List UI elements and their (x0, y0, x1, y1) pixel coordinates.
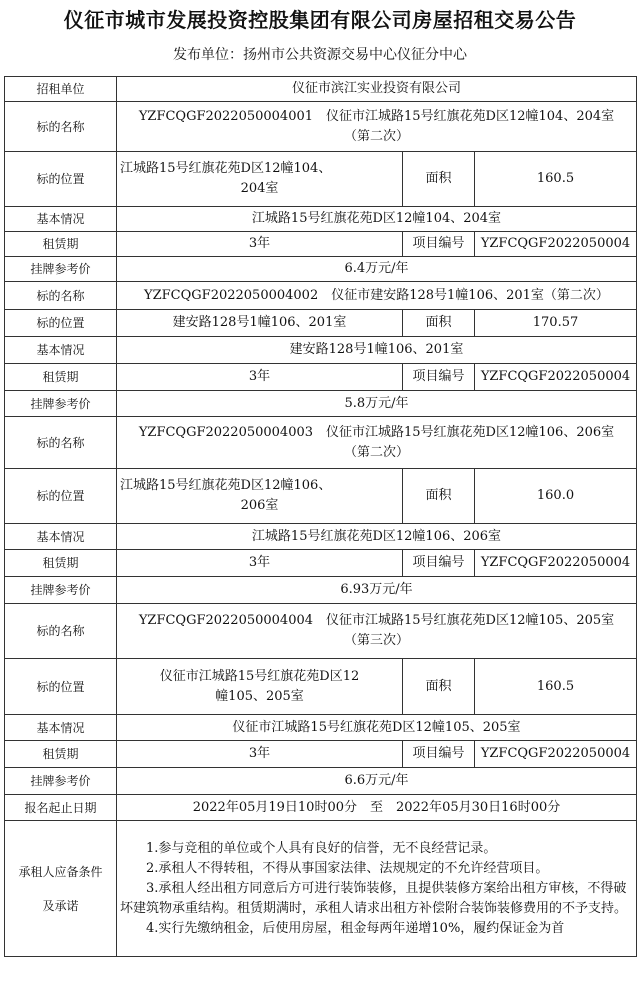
condition-item: 4.实行先缴纳租金，后使用房屋，租金每两年递增10%，履约保证金为首 (146, 920, 565, 936)
condition-item: 1.参与竞租的单位或个人具有良好的信誉，无不良经营记录。 (146, 840, 497, 856)
item1-area-value: 160.5 (475, 152, 637, 207)
item4-name-line2: （第三次） (343, 633, 409, 648)
item1-project-value: YZFCQGF2022050004 (475, 232, 637, 257)
item1-location-row (5, 152, 637, 207)
item1-name-row (5, 102, 637, 152)
condition-item: 2.承租人不得转租，不得从事国家法律、法规规定的不允许经营项目。 (146, 860, 549, 876)
item2-location-value: 建安路128号1幢106、201室 (117, 310, 403, 337)
item4-location-row (5, 659, 637, 715)
lessor-value: 仪征市滨江实业投资有限公司 (117, 77, 637, 102)
item2-project-value: YZFCQGF2022050004 (475, 364, 637, 391)
item1-lease-row (5, 232, 637, 257)
item1-basic-label: 基本情况 (5, 207, 117, 232)
item1-basic-row (5, 207, 637, 232)
item2-price-value: 5.8万元/年 (117, 391, 637, 417)
item4-lease-row (5, 741, 637, 768)
item4-name-line1: YZFCQGF2022050004004 仪征市江城路15号红旗花苑D区12幢105、205室 (138, 613, 615, 628)
item3-area-value: 160.0 (475, 469, 637, 524)
dates-row (5, 795, 637, 821)
item3-name-value (117, 417, 637, 469)
item3-price-value: 6.93万元/年 (117, 577, 637, 604)
item3-location-line1: 江城路15号红旗花苑D区12幢106、 (120, 478, 332, 493)
item4-area-label: 面积 (403, 659, 475, 715)
item3-basic-value: 江城路15号红旗花苑D区12幢106、206室 (117, 524, 637, 550)
item4-name-value (117, 604, 637, 659)
item3-basic-row (5, 524, 637, 550)
item3-name-row (5, 417, 637, 469)
item2-price-label: 挂牌参考价 (5, 391, 117, 417)
item4-location-line2: 幢105、205室 (215, 688, 304, 704)
item4-project-value: YZFCQGF2022050004 (475, 741, 637, 768)
item1-name-line1: YZFCQGF2022050004001 仪征市江城路15号红旗花苑D区12幢104、204室 (138, 108, 615, 124)
item4-lease-label: 租赁期 (5, 741, 117, 768)
item2-area-value: 170.57 (475, 310, 637, 337)
item1-area-label: 面积 (403, 152, 475, 207)
item1-lease-label: 租赁期 (5, 232, 117, 257)
item4-price-value: 6.6万元/年 (117, 768, 637, 795)
dates-label: 报名起止日期 (5, 795, 117, 821)
item3-name-line2: （第二次） (343, 444, 409, 460)
item2-lease-value: 3年 (117, 364, 403, 391)
item3-lease-row (5, 550, 637, 577)
item3-location-label: 标的位置 (5, 469, 117, 524)
item1-location-line2: 204室 (240, 181, 279, 196)
item4-basic-row (5, 715, 637, 741)
item4-project-label: 项目编号 (403, 741, 475, 768)
conditions-label-line1: 承租人应备条件 (18, 864, 103, 879)
item1-price-value: 6.4万元/年 (117, 257, 637, 282)
page-title: 仪征市城市发展投资控股集团有限公司房屋招租交易公告 (63, 8, 577, 32)
item4-basic-label: 基本情况 (5, 715, 117, 741)
item2-name-value: YZFCQGF2022050004002 仪征市建安路128号1幢106、201室（第二次） (117, 282, 637, 310)
item3-project-label: 项目编号 (403, 550, 475, 577)
item1-price-row (5, 257, 637, 282)
item1-price-label: 挂牌参考价 (5, 257, 117, 282)
item3-name-line1: YZFCQGF2022050004003 仪征市江城路15号红旗花苑D区12幢106、206室 (138, 424, 615, 440)
item2-area-label: 面积 (403, 310, 475, 337)
item1-lease-value: 3年 (117, 232, 403, 257)
item3-lease-value: 3年 (117, 550, 403, 577)
item2-basic-label: 基本情况 (5, 337, 117, 364)
item4-basic-value: 仪征市江城路15号红旗花苑D区12幢105、205室 (117, 715, 637, 741)
item2-lease-label: 租赁期 (5, 364, 117, 391)
item3-name-label: 标的名称 (5, 417, 117, 469)
item2-name-row (5, 282, 637, 310)
item2-basic-value: 建安路128号1幢106、201室 (117, 337, 637, 364)
item4-location-value (117, 659, 403, 715)
item2-name-label: 标的名称 (5, 282, 117, 310)
lessor-row (5, 77, 637, 102)
item4-location-line1: 仪征市江城路15号红旗花苑D区12 (159, 668, 360, 684)
item2-price-row (5, 391, 637, 417)
lease-table (4, 76, 637, 957)
conditions-label (5, 821, 117, 957)
conditions-label-line2: 及承诺 (42, 898, 79, 913)
item3-location-line2: 206室 (240, 498, 279, 513)
item3-location-row (5, 469, 637, 524)
lessor-label: 招租单位 (5, 77, 117, 102)
item1-basic-value: 江城路15号红旗花苑D区12幢104、204室 (117, 207, 637, 232)
item1-location-line1: 江城路15号红旗花苑D区12幢104、 (120, 161, 332, 176)
item2-basic-row (5, 337, 637, 364)
item1-location-value (117, 152, 403, 207)
item1-name-value (117, 102, 637, 152)
item4-lease-value: 3年 (117, 741, 403, 768)
item4-price-row (5, 768, 637, 795)
item4-area-value: 160.5 (475, 659, 637, 715)
item1-location-label: 标的位置 (5, 152, 117, 207)
item2-location-label: 标的位置 (5, 310, 117, 337)
item3-project-value: YZFCQGF2022050004 (475, 550, 637, 577)
item2-lease-row (5, 364, 637, 391)
item3-basic-label: 基本情况 (5, 524, 117, 550)
item1-name-label: 标的名称 (5, 102, 117, 152)
item4-location-label: 标的位置 (5, 659, 117, 715)
item4-name-row (5, 604, 637, 659)
item3-lease-label: 租赁期 (5, 550, 117, 577)
conditions-value (117, 821, 637, 957)
conditions-row (5, 821, 637, 957)
item4-name-label: 标的名称 (5, 604, 117, 659)
item4-price-label: 挂牌参考价 (5, 768, 117, 795)
item2-project-label: 项目编号 (403, 364, 475, 391)
publisher-line: 发布单位：扬州市公共资源交易中心仪征分中心 (173, 47, 467, 63)
item3-area-label: 面积 (403, 469, 475, 524)
dates-value: 2022年05月19日10时00分 至 2022年05月30日16时00分 (117, 795, 637, 821)
item1-project-label: 项目编号 (403, 232, 475, 257)
item1-name-line2: （第二次） (343, 128, 409, 144)
condition-item: 3.承租人经出租方同意后方可进行装饰装修，且提供装修方案给出租方审核，不得破坏建筑物承重结构。租赁期满时，承租人请求出租方补偿附合装饰装修费用的不予支持。 (120, 880, 628, 916)
item2-location-row (5, 310, 637, 337)
item3-price-row (5, 577, 637, 604)
item3-price-label: 挂牌参考价 (5, 577, 117, 604)
item3-location-value (117, 469, 403, 524)
